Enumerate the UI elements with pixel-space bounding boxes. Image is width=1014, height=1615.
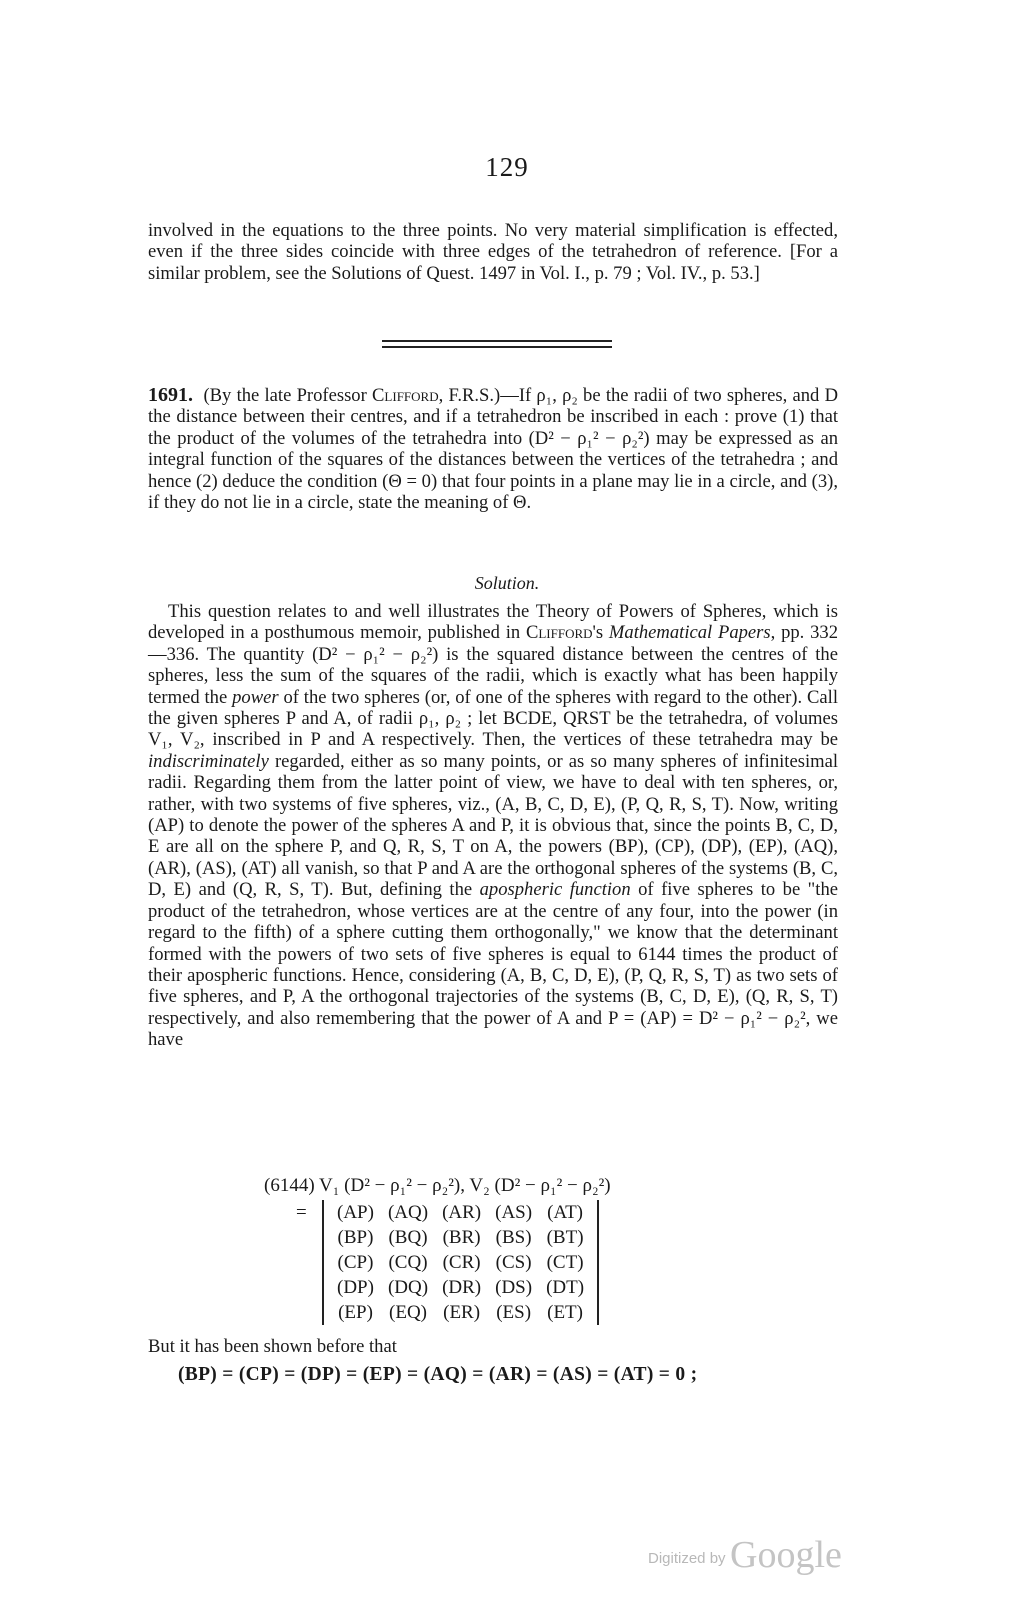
question-text: If ρ₁, ρ₂ be the radii of two spheres, and D the distance between their centres, and if a tetrahedron be inscribed in each : prove (1) that the product of the volumes of the tetrahedra into (D² − ρ₁² − ρ₂²) may be expressed as an integral function of the squares of the distances between the vertices of the tetrahedra ; and hence (2) deduce the condition (Θ = 0) that four points in a plane may lie in a circle, and (3), if they do not lie in a circle, state the meaning of Θ. — [148, 385, 839, 514]
solution-text-6: of five spheres to be "the product of the tetrahedron, whose vertices are at the centre of any four, into the power (in regard to the fifth) of a sphere cutting them orthogonally," we know that the determinant formed with the powers of two sets of five spheres is equal to 6144 times the product of their apospheric functions. Hence, considering (A, B, C, D, E), (P, Q, R, S, T) as two sets of five spheres, and P, A the orthogonal trajectories of the systems (B, C, D, E), (Q, R, S, T) respectively, and also remembering that the power of A and P = (AP) = D² − ρ₁² − ρ₂², we have — [148, 879, 838, 1051]
determinant-row — [330, 1300, 591, 1325]
determinant-row — [330, 1225, 591, 1250]
question-author-open: (By the late Professor — [203, 385, 373, 406]
determinant-cell: (CQ) — [388, 1251, 428, 1273]
page-number: 129 — [485, 152, 529, 182]
determinant-row — [330, 1275, 591, 1300]
solution-paragraph — [148, 601, 838, 1051]
determinant-cell: (DR) — [442, 1276, 482, 1298]
determinant-cell: (BS) — [495, 1226, 532, 1248]
determinant-cell: (EQ) — [389, 1301, 427, 1323]
determinant-cell: (AT) — [547, 1201, 584, 1223]
determinant-cell: (BT) — [546, 1226, 584, 1248]
determinant-cell: (AP) — [337, 1201, 374, 1223]
determinant-cell: (DQ) — [387, 1276, 429, 1298]
section-divider — [382, 340, 612, 348]
determinant-cell: (CT) — [546, 1251, 584, 1273]
determinant-cell: (BP) — [337, 1226, 374, 1248]
solution-text-2: 's — [592, 622, 609, 644]
determinant-cell: (AS) — [495, 1201, 533, 1223]
question-number: 1691. — [148, 384, 193, 406]
question-paragraph — [148, 385, 838, 513]
solution-book-title: Mathematical Papers — [608, 622, 771, 644]
determinant-row — [330, 1250, 591, 1275]
question-1691 — [148, 385, 838, 513]
equation-lhs: (6144) V₁ (D² − ρ₁² − ρ₂²), V₂ (D² − ρ₁² − ρ₂²) — [264, 1175, 611, 1196]
determinant-cell: (ES) — [496, 1301, 532, 1323]
question-author-close: , F.R.S.)— — [438, 385, 519, 406]
solution-power-term: power — [232, 686, 279, 708]
solution-clifford: Clifford — [525, 622, 593, 644]
final-equation: (BP) = (CP) = (DP) = (EP) = (AQ) = (AR) = (AS) = (AT) = 0 ; — [178, 1364, 698, 1385]
after-paragraph — [148, 1336, 838, 1357]
equals-sign: = — [296, 1202, 307, 1223]
determinant-cell: (EP) — [338, 1301, 373, 1323]
determinant-cell: (BR) — [442, 1226, 481, 1248]
google-logo: Google — [730, 1534, 842, 1576]
determinant-cell: (DT) — [546, 1276, 585, 1298]
digitized-footer — [648, 1533, 842, 1577]
solution-indiscriminately: indiscriminately — [148, 750, 269, 772]
solution-text-4: of the two spheres (or, of one of the spheres with regard to the other). Call the given spheres P and A, of radii ρ₁, ρ₂ ; let BCDE, QRST be the tetrahedra, of volumes V₁, V₂, inscribed in P and A respectively. Then, the vertices of these tetrahedra may be — [148, 686, 839, 751]
question-author-name: Clifford — [372, 385, 439, 406]
determinant-row — [330, 1200, 591, 1225]
intro-paragraph — [148, 220, 838, 284]
determinant-cell: (DP) — [337, 1276, 374, 1298]
solution-body — [148, 601, 838, 1051]
determinant-cell: (ET) — [547, 1301, 583, 1323]
solution-text-1: This question relates to and well illustrates the Theory of Powers of Spheres, which is developed in a posthumous memoir, published in — [148, 601, 838, 644]
digitized-label: Digitized by — [648, 1550, 726, 1567]
determinant-cell: (BQ) — [388, 1226, 428, 1248]
determinant — [322, 1200, 599, 1325]
determinant-cell: (AR) — [442, 1201, 482, 1223]
determinant-cell: (DS) — [495, 1276, 533, 1298]
determinant-cell: (ER) — [443, 1301, 481, 1323]
solution-aposph-term: apospheric function — [479, 879, 631, 901]
intro-text: involved in the equations to the three points. No very material simplification is effected, even if the three sides coincide with three edges of the tetrahedron of reference. [For a similar problem, see the Solutions of Quest. 1497 in Vol. I., p. 79 ; Vol. IV., p. 53.] — [148, 220, 838, 284]
determinant-table — [330, 1200, 591, 1325]
determinant-cell: (CS) — [495, 1251, 532, 1273]
determinant-cell: (AQ) — [387, 1201, 429, 1223]
solution-text-3: , pp. 332—336. The quantity (D² − ρ₁² − ρ₂²) is the squared distance between the centres of the spheres, less the sum of the squares of the radii, which is exactly what has been happily termed the — [148, 622, 838, 708]
determinant-cell: (CP) — [337, 1251, 374, 1273]
after-text: But it has been shown before that — [148, 1336, 397, 1357]
determinant-cell: (CR) — [442, 1251, 481, 1273]
solution-text-5: regarded, either as so many points, or as so many spheres of infinitesimal radii. Regarding them from the latter point of view, we have to deal with ten spheres, or, rather, with two systems of five spheres, viz., (A, B, C, D, E), (P, Q, R, S, T). Now, writing (AP) to denote the power of the spheres A and P, it is obvious that, since the points B, C, D, E are all on the sphere P, and Q, R, S, T on A, the powers (BP), (CP), (DP), (EP), (AQ), (AR), (AS), (AT) all vanish, so that P and A are the orthogonal spheres of the systems (B, C, D, E) and (Q, R, S, T). But, defining the — [148, 750, 838, 901]
solution-heading: Solution. — [474, 573, 540, 593]
